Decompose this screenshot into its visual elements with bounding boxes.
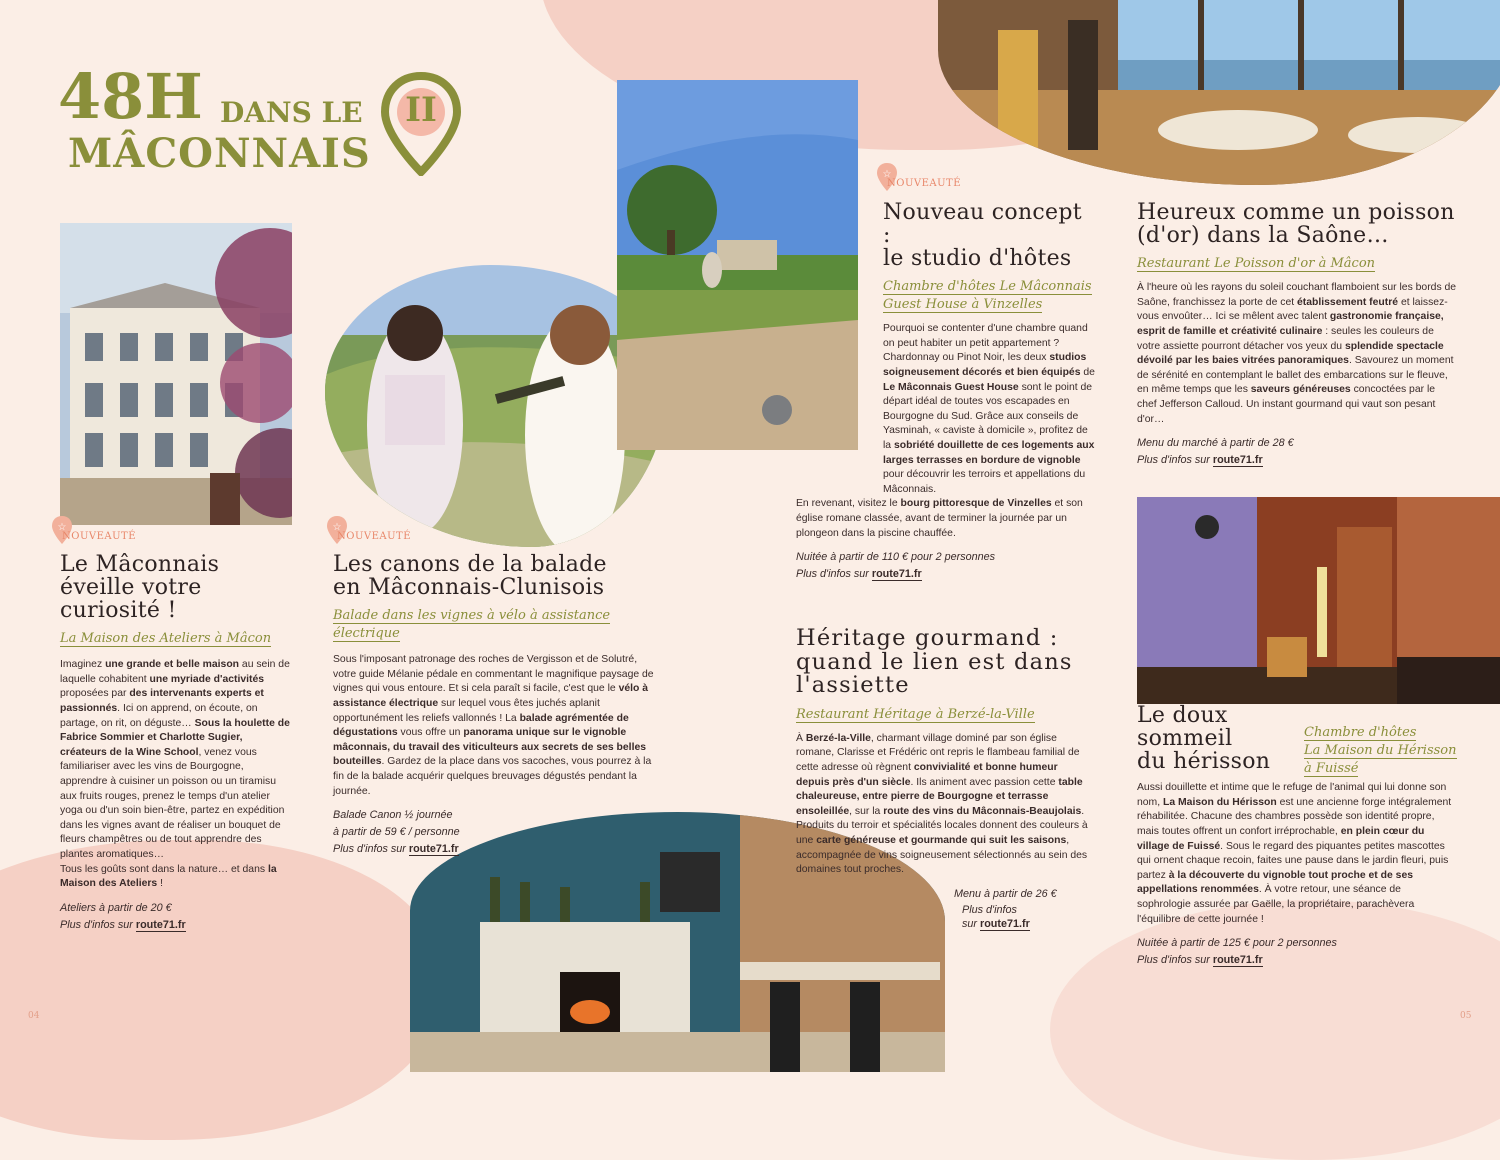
title-line: éveille votre [60,575,202,601]
title-line: Héritage gourmand : [796,625,1059,651]
article-body-continued: En revenant, visitez le bourg pittoresque de Vinzelles et son église romane classée, avant de terminer la journée par un plongeon dans la piscine chauffée. [796,498,1083,539]
header-title-dans-le: DANS LE [220,96,363,129]
article-body: Sous l'imposant patronage des roches de Vergisson et de Solutré, votre guide Mélanie pédale en commentant le magnifique paysage de vignes qui vous entoure. Et si cela paraît si facile, c'est que le vélo à assistance électrique sur lequel vous êtes juchés aplanit opportunément les reliefs vallonnés ! La balade agrémentée de dégustations vous offre un panorama unique sur le vignoble mâconnais, du travail des viticulteurs aux secrets de ses belles bouteilles. Gardez de la place dans vos sacoches, vous pourrez à la fin de la balade acquérir quelques breuvages dégustés pendant la journée. [333,654,654,797]
title-line: Le doux [1137,703,1228,728]
title-line: le studio d'hôtes [883,246,1072,272]
route71-link[interactable]: route71.fr [408,843,459,856]
article-title [60,553,292,622]
title-line: Les canons de la balade [333,552,607,577]
article-price: Balade Canon ½ journée à partir de 59 € / personne [333,809,460,839]
article-body: Pourquoi se contenter d'une chambre quand on peut habiter un petit appartement ? Chardonnay ou Pinot Noir, les deux studios soigneusement décorés et bien équipés de Le Mâconnais Guest House sont le point de départ idéal de toutes vos escapades en Bourgogne du Sud. Grâce aux conseils de Yasminah, « caviste à domicile », profitez de la sobriété douillette de ces logements aux larges terrasses en bordure de vignoble pour découvrir les terroirs et appellations du Mâconnais. [883,323,1095,495]
article-price: Menu à partir de 26 € [954,887,1057,900]
article-body: Imaginez une grande et belle maison au sein de laquelle cohabitent une myriade d'activités proposées par des intervenants experts et passionnés. Ici on apprend, on écoute, on partage, on rit, on déguste… Sous la houlette de Fabrice Sommier et Charlotte Sugier, créateurs de la Wine School, venez vous familiariser avec les vins de Bourgogne, apprendre à cuisiner un poisson ou un tiramisu aux fruits rouges, prenez le temps d'un atelier yoga ou d'un soin bien-être, partez en expédition dans les vignes avant de réaliser un bouquet de fleurs champêtres ou de tout apprendre des plantes aromatiques… Tous les goûts sont dans la nature… et dans la Maison des Ateliers ! [60,659,290,890]
article-subtitle: La Maison des Ateliers à Mâcon [60,631,272,647]
title-line: l'assiette [796,672,910,699]
badge-nouveaute-ateliers [50,515,136,545]
article-poisson-dor [1137,201,1457,469]
article-more-info: Plus d'infos sur route71.fr [333,843,459,856]
route71-link[interactable]: route71.fr [135,918,186,931]
title-line: (d'or) dans la Saône… [1137,223,1389,249]
article-more-info: Plus d'infos sur route71.fr [796,568,922,581]
article-subtitle: Restaurant Le Poisson d'or à Mâcon [1137,256,1376,272]
article-title [796,627,1092,698]
page-number-left: 04 [28,1011,40,1021]
article-more-info: Plus d'infos sur route71.fr [60,918,186,931]
svg-text:☆: ☆ [882,169,892,180]
article-subtitle: Restaurant Héritage à Berzé-la-Ville [796,706,1035,722]
map-pin-icon [380,72,462,176]
article-price: Nuitée à partir de 125 € pour 2 personnes [1137,937,1337,950]
article-subtitle: Chambre d'hôtes La Maison du Hérisson à Fuissé [1304,725,1457,776]
article-more-info: Plus d'infos sur route71.fr [1137,954,1263,967]
route71-link[interactable]: route71.fr [1212,454,1263,467]
title-line: sommeil [1137,726,1233,752]
badge-nouveaute-canons [325,515,411,545]
route71-link[interactable]: route71.fr [1212,954,1263,967]
photo-poisson-dor-restaurant [938,0,1500,185]
photo-maison-du-herisson [1137,497,1500,704]
title-line: en Mâconnais-Clunisois [333,575,605,601]
article-maison-des-ateliers [60,553,292,934]
article-price: Menu du marché à partir de 28 € [1137,437,1294,450]
badge-label: NOUVEAUTÉ [887,177,962,189]
svg-text:☆: ☆ [332,522,342,533]
title-line: du hérisson [1137,749,1271,775]
title-line: Le Mâconnais [60,552,220,577]
route71-link[interactable]: route71.fr [871,568,922,581]
title-line: Nouveau concept : [883,200,1082,249]
article-price: Nuitée à partir de 110 € pour 2 personnes [796,551,996,564]
title-line: quand le lien est dans [796,648,1073,675]
article-subtitle: Balade dans les vignes à vélo à assistance électrique [333,608,611,642]
badge-label: NOUVEAUTÉ [62,530,137,542]
article-canons-balade [333,553,658,858]
article-more-info: Plus d'infos sur route71.fr [1137,454,1263,467]
header-title-48h: 48H [58,60,203,133]
title-line: Heureux comme un poisson [1137,200,1455,225]
article-body: À Berzé-la-Ville, charmant village dominé par son église romane, Clarisse et Frédéric ont repris le flambeau familial de cette adresse où règnent convivialité et bonne humeur depuis près d'un siècle. Ils animent avec passion cette table chaleureuse, entre pierre de Bourgogne et terrasse ensoleillée, sur la route des vins du Mâconnais-Beaujolais. Produits du terroir et spécialités locales donnent des couleurs à une carte généreuse et gourmande qui suit les saisons, accompagnée de vins soigneusement sélectionnés au sein des domaines tout proches. [796,732,1088,876]
article-body: À l'heure où les rayons du soleil couchant flamboient sur les bords de Saône, franchissez la porte de cet établissement feutré et laissez-vous envoûter… Ici se mêlent avec talent gastronomie française, esprit de famille et créativité culinaire : seules les couleurs de votre assiette pourront détacher vos yeux du splendide spectacle dévoilé par les baies vitrées panoramiques. Savourez un moment de sérénité en contemplant le ballet des embarcations sur le fleuve, en même temps que les saveurs généreuses concoctées par le chef Jefferson Calloud. Un instant gourmand qui vaut son pesant d'or… [1137,282,1457,425]
page-number-right: 05 [1460,1011,1472,1021]
pin-letters: II [405,90,437,130]
page-header [58,60,478,186]
badge-nouveaute-studio [875,162,961,192]
article-more-info: Plus d'infos sur route71.fr [962,903,1030,930]
title-line: curiosité ! [60,598,177,624]
article-subtitle: Chambre d'hôtes Le Mâconnais Guest House à Vinzelles [883,279,1092,313]
article-title [883,201,1096,270]
article-title [333,553,658,599]
article-maison-du-herisson [1137,704,1457,969]
article-studio-hotes [796,201,1096,583]
article-heritage-gourmand [796,627,1092,931]
header-title-maconnais: MÂCONNAIS [68,130,371,177]
article-title [1137,201,1457,247]
article-body: Aussi douillette et intime que le refuge de l'animal qui lui donne son nom, La Maison du Hérisson est une ancienne forge intégralement réhabilitée. Chacune des chambres possède son identité propre, mais toutes offrent un confort irréprochable, en plein cœur du village de Fuissé. Sous le regard des piquantes petites mascottes qui ornent chaque recoin, faites une pause dans le jardin fleuri, puis partez à la découverte du vignoble tout proche et de ses appellations renommées. À votre retour, une séance de sophrologie assurée par Gaëlle, la propriétaire, parachèvera l'équilibre de cette journée ! [1137,782,1452,925]
svg-text:☆: ☆ [57,522,67,533]
badge-label: NOUVEAUTÉ [337,530,412,542]
article-price: Ateliers à partir de 20 € [60,901,172,914]
photo-maison-des-ateliers [60,223,292,525]
route71-link[interactable]: route71.fr [980,917,1030,930]
